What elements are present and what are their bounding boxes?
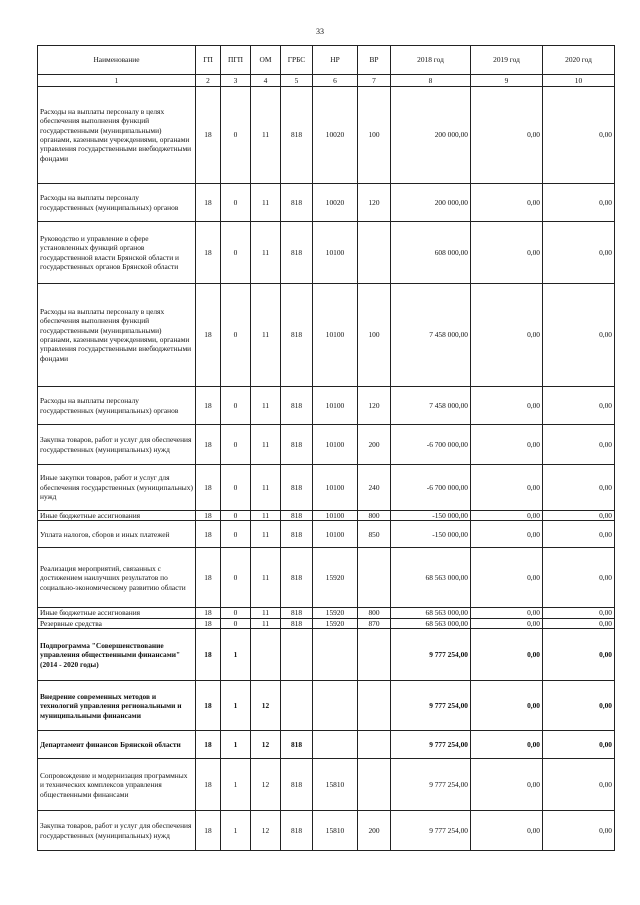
cell-amount-2018: 68 563 000,00 (391, 548, 471, 608)
cell-amount-2020: 0,00 (543, 87, 615, 184)
cell-om: 11 (251, 511, 281, 521)
cell-gp: 18 (196, 465, 221, 511)
cell-pgp: 1 (221, 811, 251, 851)
cell-nr: 10100 (313, 387, 358, 425)
index-cell: 1 (38, 75, 196, 87)
table-row (38, 425, 615, 465)
cell-pgp: 0 (221, 222, 251, 284)
cell-gp: 18 (196, 759, 221, 811)
cell-gp: 18 (196, 387, 221, 425)
cell-gp: 18 (196, 629, 221, 681)
cell-amount-2019: 0,00 (471, 618, 543, 628)
table-row (38, 87, 615, 184)
cell-amount-2019: 0,00 (471, 548, 543, 608)
index-cell: 9 (471, 75, 543, 87)
cell-vr: 200 (358, 811, 391, 851)
cell-pgp: 1 (221, 759, 251, 811)
cell-vr: 120 (358, 184, 391, 222)
cell-grbs: 818 (281, 521, 313, 548)
cell-nr: 15810 (313, 811, 358, 851)
cell-nr: 10100 (313, 511, 358, 521)
table-row (38, 387, 615, 425)
cell-nr: 15810 (313, 759, 358, 811)
index-cell: 6 (313, 75, 358, 87)
cell-amount-2018: 7 458 000,00 (391, 284, 471, 387)
cell-om: 11 (251, 548, 281, 608)
cell-name: Закупка товаров, работ и услуг для обеспечения государственных (муниципальных) нужд (38, 811, 196, 851)
cell-nr: 10100 (313, 425, 358, 465)
cell-vr (358, 548, 391, 608)
cell-name: Сопровождение и модернизация программных и технических комплексов управления общественными финансами (38, 759, 196, 811)
cell-name: Расходы на выплаты персоналу государственных (муниципальных) органов (38, 184, 196, 222)
cell-amount-2019: 0,00 (471, 681, 543, 731)
table-row (38, 222, 615, 284)
header-vr: ВР (358, 46, 391, 75)
cell-amount-2020: 0,00 (543, 521, 615, 548)
cell-amount-2020: 0,00 (543, 548, 615, 608)
header-2019: 2019 год (471, 46, 543, 75)
cell-vr (358, 731, 391, 759)
cell-amount-2020: 0,00 (543, 387, 615, 425)
cell-amount-2020: 0,00 (543, 681, 615, 731)
cell-grbs: 818 (281, 425, 313, 465)
cell-amount-2019: 0,00 (471, 511, 543, 521)
index-cell: 3 (221, 75, 251, 87)
cell-pgp: 0 (221, 284, 251, 387)
cell-name: Иные бюджетные ассигнования (38, 608, 196, 618)
cell-om (251, 629, 281, 681)
page-number: 33 (316, 27, 324, 36)
cell-gp: 18 (196, 521, 221, 548)
header-2020: 2020 год (543, 46, 615, 75)
cell-om: 11 (251, 618, 281, 628)
cell-amount-2020: 0,00 (543, 759, 615, 811)
cell-amount-2019: 0,00 (471, 425, 543, 465)
cell-nr: 10100 (313, 521, 358, 548)
cell-amount-2019: 0,00 (471, 608, 543, 618)
cell-amount-2020: 0,00 (543, 618, 615, 628)
cell-nr: 15920 (313, 548, 358, 608)
cell-amount-2019: 0,00 (471, 387, 543, 425)
cell-om: 11 (251, 608, 281, 618)
cell-om: 11 (251, 387, 281, 425)
cell-amount-2018: -150 000,00 (391, 521, 471, 548)
cell-amount-2019: 0,00 (471, 759, 543, 811)
cell-pgp: 1 (221, 681, 251, 731)
cell-om: 11 (251, 521, 281, 548)
cell-grbs: 818 (281, 465, 313, 511)
cell-amount-2020: 0,00 (543, 465, 615, 511)
cell-grbs: 818 (281, 731, 313, 759)
table-body (38, 87, 615, 851)
cell-amount-2018: 9 777 254,00 (391, 811, 471, 851)
cell-nr (313, 629, 358, 681)
cell-vr: 100 (358, 284, 391, 387)
index-cell: 10 (543, 75, 615, 87)
table-row (38, 618, 615, 628)
cell-amount-2018: -6 700 000,00 (391, 465, 471, 511)
header-2018: 2018 год (391, 46, 471, 75)
cell-om: 11 (251, 184, 281, 222)
cell-grbs: 818 (281, 284, 313, 387)
cell-amount-2018: -6 700 000,00 (391, 425, 471, 465)
cell-om: 11 (251, 87, 281, 184)
table-row (38, 629, 615, 681)
cell-name: Закупка товаров, работ и услуг для обеспечения государственных (муниципальных) нужд (38, 425, 196, 465)
table-index-row (38, 75, 615, 87)
table-row (38, 184, 615, 222)
cell-gp: 18 (196, 811, 221, 851)
cell-grbs: 818 (281, 618, 313, 628)
cell-name: Внедрение современных методов и технологий управления региональными и муниципальными финансами (38, 681, 196, 731)
cell-amount-2020: 0,00 (543, 811, 615, 851)
cell-grbs: 818 (281, 759, 313, 811)
cell-vr: 800 (358, 608, 391, 618)
cell-amount-2018: 9 777 254,00 (391, 629, 471, 681)
cell-gp: 18 (196, 618, 221, 628)
cell-vr (358, 629, 391, 681)
cell-amount-2020: 0,00 (543, 284, 615, 387)
cell-pgp: 0 (221, 387, 251, 425)
cell-amount-2019: 0,00 (471, 521, 543, 548)
table-row (38, 465, 615, 511)
cell-nr: 10020 (313, 184, 358, 222)
cell-om: 12 (251, 731, 281, 759)
cell-name: Реализация мероприятий, связанных с достижением наилучших результатов по социально-экономическому развитию области (38, 548, 196, 608)
cell-amount-2018: 200 000,00 (391, 184, 471, 222)
table-row (38, 759, 615, 811)
cell-nr (313, 731, 358, 759)
cell-amount-2019: 0,00 (471, 629, 543, 681)
cell-nr: 10100 (313, 465, 358, 511)
index-cell: 8 (391, 75, 471, 87)
cell-amount-2018: 9 777 254,00 (391, 759, 471, 811)
cell-gp: 18 (196, 87, 221, 184)
cell-amount-2019: 0,00 (471, 222, 543, 284)
cell-amount-2020: 0,00 (543, 629, 615, 681)
header-name: Наименование (38, 46, 196, 75)
cell-name: Расходы на выплаты персоналу в целях обеспечения выполнения функций государственными (муниципальными) органами, казенными учреждениями, органами управления государственными внебюджетными фондами (38, 87, 196, 184)
cell-nr: 15920 (313, 608, 358, 618)
cell-gp: 18 (196, 731, 221, 759)
table-row (38, 511, 615, 521)
cell-vr: 100 (358, 87, 391, 184)
cell-name: Подпрограмма "Совершенствование управления общественными финансами" (2014 - 2020 годы) (38, 629, 196, 681)
cell-amount-2019: 0,00 (471, 811, 543, 851)
header-nr: НР (313, 46, 358, 75)
cell-om: 12 (251, 759, 281, 811)
cell-name: Расходы на выплаты персоналу государственных (муниципальных) органов (38, 387, 196, 425)
cell-om: 12 (251, 811, 281, 851)
cell-amount-2018: 200 000,00 (391, 87, 471, 184)
index-cell: 5 (281, 75, 313, 87)
cell-gp: 18 (196, 511, 221, 521)
cell-amount-2020: 0,00 (543, 222, 615, 284)
cell-gp: 18 (196, 425, 221, 465)
cell-nr: 10020 (313, 87, 358, 184)
cell-grbs: 818 (281, 511, 313, 521)
cell-grbs: 818 (281, 811, 313, 851)
cell-gp: 18 (196, 681, 221, 731)
cell-vr: 870 (358, 618, 391, 628)
cell-name: Иные бюджетные ассигнования (38, 511, 196, 521)
cell-amount-2019: 0,00 (471, 184, 543, 222)
cell-name: Руководство и управление в сфере установленных функций органов государственной власти Брянской области и государственных органов Брянской области (38, 222, 196, 284)
table-row (38, 608, 615, 618)
header-om: ОМ (251, 46, 281, 75)
cell-grbs: 818 (281, 608, 313, 618)
cell-pgp: 0 (221, 184, 251, 222)
cell-gp: 18 (196, 608, 221, 618)
cell-nr: 15920 (313, 618, 358, 628)
cell-om: 11 (251, 284, 281, 387)
table-header-row (38, 46, 615, 75)
cell-amount-2020: 0,00 (543, 608, 615, 618)
cell-grbs: 818 (281, 548, 313, 608)
index-cell: 2 (196, 75, 221, 87)
cell-name: Департамент финансов Брянской области (38, 731, 196, 759)
cell-amount-2019: 0,00 (471, 87, 543, 184)
cell-om: 11 (251, 465, 281, 511)
cell-pgp: 0 (221, 87, 251, 184)
cell-grbs: 818 (281, 387, 313, 425)
cell-amount-2020: 0,00 (543, 511, 615, 521)
cell-gp: 18 (196, 284, 221, 387)
cell-pgp: 1 (221, 731, 251, 759)
cell-amount-2018: 7 458 000,00 (391, 387, 471, 425)
cell-vr: 850 (358, 521, 391, 548)
index-cell: 7 (358, 75, 391, 87)
cell-grbs (281, 629, 313, 681)
cell-om: 11 (251, 222, 281, 284)
cell-gp: 18 (196, 222, 221, 284)
cell-gp: 18 (196, 184, 221, 222)
cell-pgp: 0 (221, 521, 251, 548)
cell-pgp: 1 (221, 629, 251, 681)
cell-amount-2020: 0,00 (543, 425, 615, 465)
header-gp: ГП (196, 46, 221, 75)
index-cell: 4 (251, 75, 281, 87)
cell-name: Расходы на выплаты персоналу в целях обеспечения выполнения функций государственными (муниципальными) органами, казенными учреждениями, органами управления государственными внебюджетными фондами (38, 284, 196, 387)
cell-amount-2018: 608 000,00 (391, 222, 471, 284)
cell-vr: 200 (358, 425, 391, 465)
table-row (38, 548, 615, 608)
cell-nr: 10100 (313, 222, 358, 284)
cell-amount-2018: 68 563 000,00 (391, 608, 471, 618)
cell-pgp: 0 (221, 548, 251, 608)
cell-vr (358, 759, 391, 811)
header-grbs: ГРБС (281, 46, 313, 75)
budget-table (37, 45, 615, 851)
cell-grbs: 818 (281, 87, 313, 184)
table-row (38, 731, 615, 759)
table-row (38, 284, 615, 387)
cell-vr: 800 (358, 511, 391, 521)
cell-amount-2018: 9 777 254,00 (391, 731, 471, 759)
cell-nr: 10100 (313, 284, 358, 387)
cell-amount-2019: 0,00 (471, 731, 543, 759)
cell-amount-2018: 68 563 000,00 (391, 618, 471, 628)
cell-nr (313, 681, 358, 731)
cell-grbs: 818 (281, 184, 313, 222)
cell-om: 12 (251, 681, 281, 731)
cell-amount-2020: 0,00 (543, 184, 615, 222)
cell-om: 11 (251, 425, 281, 465)
table-row (38, 811, 615, 851)
cell-amount-2018: -150 000,00 (391, 511, 471, 521)
cell-vr: 240 (358, 465, 391, 511)
cell-amount-2020: 0,00 (543, 731, 615, 759)
cell-name: Резервные средства (38, 618, 196, 628)
cell-amount-2018: 9 777 254,00 (391, 681, 471, 731)
cell-name: Уплата налогов, сборов и иных платежей (38, 521, 196, 548)
cell-pgp: 0 (221, 618, 251, 628)
cell-pgp: 0 (221, 465, 251, 511)
cell-vr (358, 681, 391, 731)
cell-gp: 18 (196, 548, 221, 608)
table-row (38, 521, 615, 548)
table-row (38, 681, 615, 731)
cell-grbs: 818 (281, 222, 313, 284)
cell-amount-2019: 0,00 (471, 465, 543, 511)
cell-pgp: 0 (221, 608, 251, 618)
cell-name: Иные закупки товаров, работ и услуг для обеспечения государственных (муниципальных) нужд (38, 465, 196, 511)
cell-vr (358, 222, 391, 284)
header-pgp: ПГП (221, 46, 251, 75)
cell-amount-2019: 0,00 (471, 284, 543, 387)
cell-grbs (281, 681, 313, 731)
cell-pgp: 0 (221, 511, 251, 521)
cell-vr: 120 (358, 387, 391, 425)
cell-pgp: 0 (221, 425, 251, 465)
